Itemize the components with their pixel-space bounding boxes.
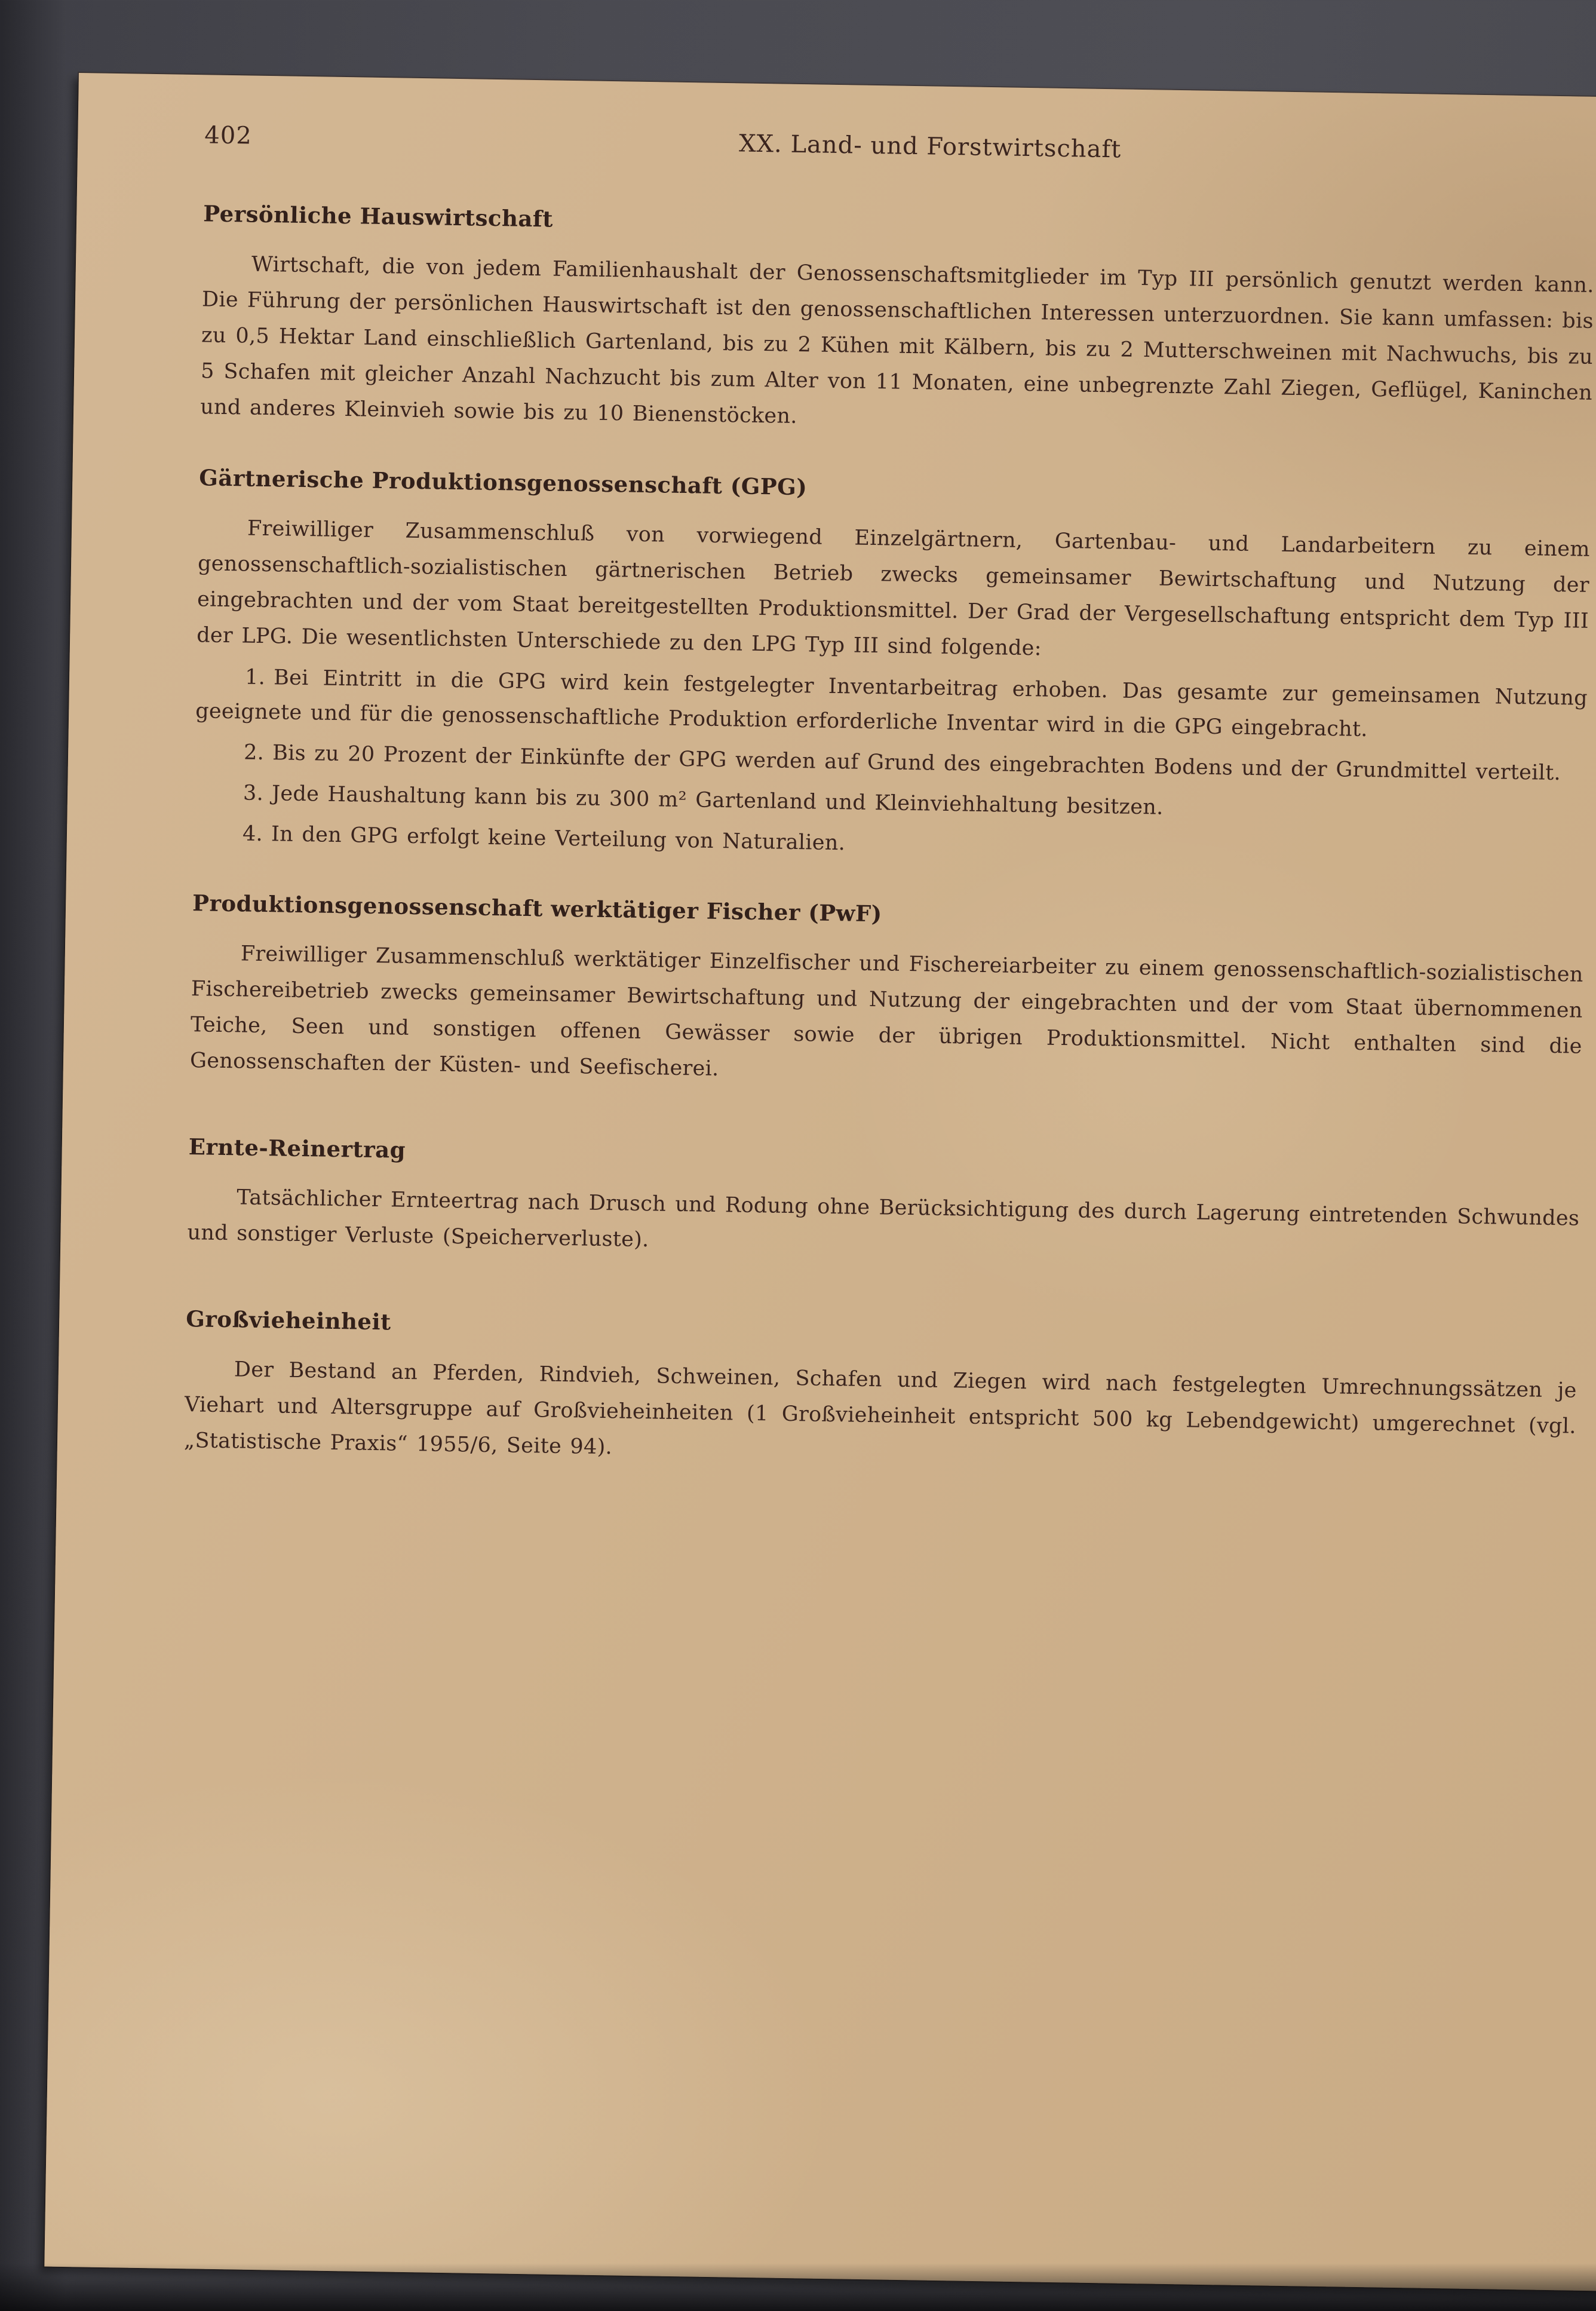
- section-heading: Produktionsgenossenschaft werktätiger Fischer (PwF): [192, 890, 883, 927]
- section-heading: Persönliche Hauswirtschaft: [202, 200, 554, 232]
- section-paragraph: Der Bestand an Pferden, Rindvieh, Schweinen, Schafen und Ziegen wird nach festgelegten Umrechnungssätzen je Viehart und Altersgruppe auf Großvieheinheiten (1 Großvieheinheit entspricht 500 kg Lebendgewicht) umgerechnet (vgl. „Statistische Praxis“ 1955/6, Seite 94).: [183, 1357, 1577, 1460]
- section-gpg: [194, 464, 1591, 872]
- section-ernte-reinertrag: [187, 1133, 1580, 1273]
- section-heading: Gärtnerische Produktionsgenossenschaft (GPG): [199, 464, 808, 501]
- section-persoenliche-hauswirtschaft: [200, 200, 1595, 447]
- section-pwf: [190, 890, 1585, 1101]
- section-grossvieheinheit: [184, 1305, 1578, 1481]
- list-item-text: Bei Eintritt in die GPG wird kein festgelegter Inventarbeitrag erhoben. Das gesamte zur gemeinsamen Nutzung geeignete und für die genossenschaftliche Produktion erforderliche Inventar wird in die GPG eingebracht.: [195, 666, 1588, 742]
- chapter-title: XX. Land- und Forstwirtschaft: [738, 130, 1122, 164]
- section-paragraph: Wirtschaft, die von jedem Familienhaushalt der Genossenschaftsmitglieder im Typ III persönlich genutzt werden kann. Die Führung der persönlichen Hauswirtschaft ist den genossenschaftlichen Interessen unterzuordnen. Sie kann umfassen: bis zu 0,5 Hektar Land einschließlich Gartenland, bis zu 2 Kühen mit Kälbern, bis zu 2 Mutterschweinen mit Nachwuchs, bis zu 5 Schafen mit gleicher Anzahl Nachzucht bis zum Alter von 11 Monaten, eine unbegrenzte Zahl Ziegen, Geflügel, Kaninchen und anderes Kleinvieh sowie bis zu 10 Bienenstöcken.: [200, 252, 1595, 428]
- list-item-number: 2.: [243, 740, 265, 765]
- page-content: [184, 121, 1596, 1480]
- section-paragraph: Freiwilliger Zusammenschluß werktätiger Einzelfischer und Fischereiarbeiter zu einem genossenschaftlich-sozialistischen Fischereibetrieb zwecks gemeinsamer Bewirtschaftung und Nutzung der eingebrachten und der vom Staat übernommenen Teiche, Seen und sonstigen offenen Gewässer sowie der übrigen Produktionsmittel. Nicht enthalten sind die Genossenschaften der Küsten- und Seefischerei.: [189, 942, 1583, 1081]
- section-paragraph: Tatsächlicher Ernteertrag nach Drusch und Rodung ohne Berücksichtigung des durch Lagerung eintretenden Schwundes und sonstiger Verluste (Speicherverluste).: [187, 1185, 1580, 1252]
- list-item-number: 1.: [244, 665, 266, 690]
- section-heading: Großvieheinheit: [185, 1305, 392, 1335]
- page-header: [204, 121, 1596, 171]
- list-item-text: Jede Haushaltung kann bis zu 300 m² Gartenland und Kleinviehhaltung besitzen.: [271, 781, 1164, 820]
- list-item: [195, 659, 1588, 750]
- scan-bottom-shadow: [0, 2263, 1596, 2311]
- section-heading: Ernte-Reinertrag: [188, 1133, 406, 1163]
- list-item-number: 3.: [243, 781, 264, 806]
- list-item-text: Bis zu 20 Prozent der Einkünfte der GPG werden auf Grund des eingebrachten Bodens und der Grundmittel verteilt.: [272, 741, 1561, 786]
- page-number: 402: [204, 121, 253, 150]
- list-item-text: In den GPG erfolgt keine Verteilung von Naturalien.: [271, 822, 846, 856]
- section-paragraph: Freiwilliger Zusammenschluß von vorwiegend Einzelgärtnern, Gartenbau- und Landarbeitern zu einem genossenschaftlich-sozialistischen gärtnerischen Betrieb zwecks gemeinsamer Bewirtschaftung und Nutzung der eingebrachten und der vom Staat bereitgestellten Produktionsmittel. Der Grad der Vergesellschaftung entspricht dem Typ III der LPG. Die wesentlichsten Unterschiede zu den LPG Typ III sind folgende:: [196, 516, 1591, 661]
- page-paper: [44, 73, 1596, 2291]
- list-item-number: 4.: [242, 822, 263, 846]
